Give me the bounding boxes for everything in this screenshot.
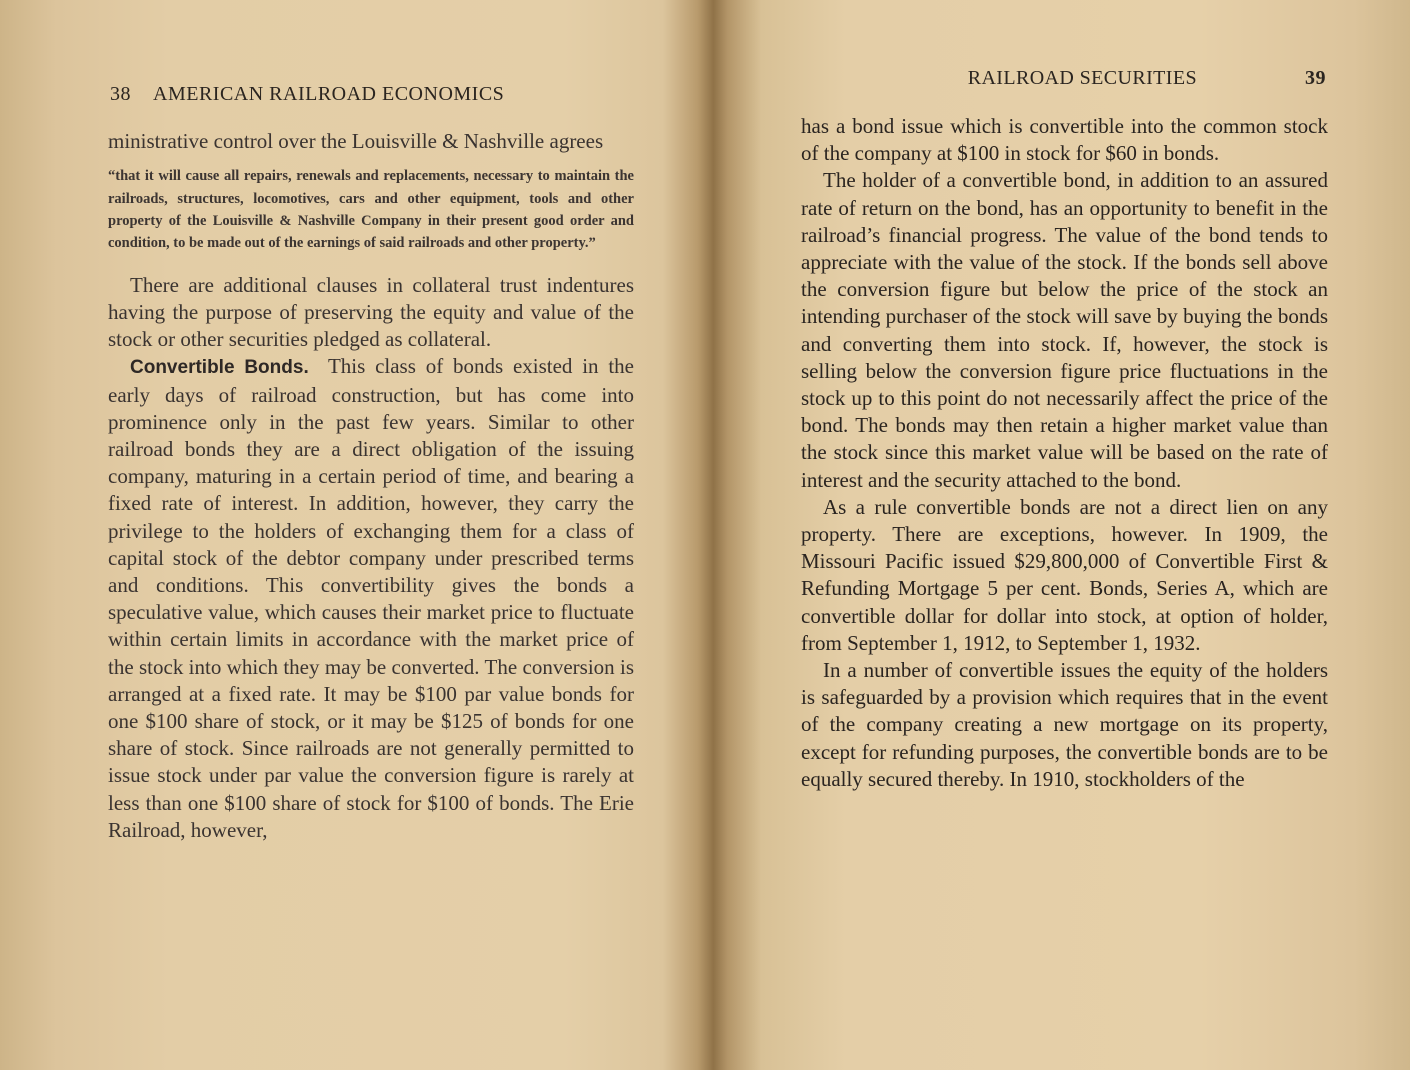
right-running-head	[800, 67, 1326, 90]
right-page-number: 39	[1305, 67, 1326, 89]
left-paragraph-2-text: This class of bonds existed in the early days of railroad construction, but has come into prominence only in the past few years. Similar to other railroad bonds they are a direct obligation of the issuing company, maturing in a certain period of time, and bearing a fixed rate of interest. In addition, however, they carry the privilege to the holders of exchanging them for a class of capital stock of the debtor company under prescribed terms and conditions. This convertibility gives the bonds a speculative value, which causes their market price to fluctuate within certain limits in accordance with the market price of the stock into which they may be converted. The conversion is arranged at a fixed rate. It may be $100 par value bonds for one $100 share of stock, or it may be $125 of bonds for one share of stock. Since railroads are not generally permitted to issue stock under par value the conversion figure is rarely at less than one $100 share of stock for $100 of bonds. The Erie Railroad, however,	[108, 354, 635, 842]
right-running-head-title: RAILROAD SECURITIES	[967, 67, 1197, 89]
left-paragraph-1: There are additional clauses in collateral trust indentures having the purpose of preserving the equity and value of the stock or other securities pledged as collateral.	[108, 272, 634, 352]
left-running-head-title: AMERICAN RAILROAD ECONOMICS	[153, 83, 505, 105]
right-paragraph-2: As a rule convertible bonds are not a direct lien on any property. There are exceptions, however. In 1909, the Missouri Pacific issued $29,800,000 of Convertible First & Refunding Mortgage 5 per cent. Bonds, Series A, which are convertible dollar for dollar into stock, at option of holder, from September 1, 1912, to September 1, 1932.	[801, 494, 1328, 655]
left-page-body	[108, 128, 634, 844]
left-paragraph-2	[108, 353, 634, 844]
left-page	[0, 0, 700, 1070]
left-running-head	[110, 83, 636, 106]
right-page	[712, 0, 1410, 1070]
left-page-number: 38	[110, 83, 131, 105]
right-paragraph-1: The holder of a convertible bond, in addition to an assured rate of return on the bond, has an opportunity to benefit in the railroad’s financial progress. The value of the bond tends to appreciate with the value of the stock. If the bonds sell above the conversion figure but below the price of the stock an intending purchaser of the stock will save by buying the bonds and converting them into stock. If, however, the stock is selling below the conversion figure price fluctuations in the stock up to this point do not necessarily affect the price of the bond. The bonds may then retain a higher market value than the stock since this market value will be based on the rate of interest and the security attached to the bond.	[801, 168, 1328, 492]
left-opening-text: ministrative control over the Louisville & Nashville agrees	[108, 129, 604, 153]
right-page-body	[801, 113, 1328, 793]
right-paragraph-3: In a number of convertible issues the equity of the holders is safeguarded by a provision which requires that in the event of the company creating a new mortgage on its property, except for refunding purposes, the convertible bonds are to be equally secured thereby. In 1910, stockholders of the	[801, 658, 1328, 791]
right-opening-text: has a bond issue which is convertible into the common stock of the company at $100 in stock for $60 in bonds.	[801, 114, 1328, 166]
section-heading-convertible-bonds: Convertible Bonds.	[130, 357, 309, 379]
indenture-quote: “that it will cause all repairs, renewals and replacements, necessary to maintain the railroads, structures, locomotives, cars and other equipment, tools and other property of the Louisville & Nashville Company in their present good order and condition, to be made out of the earnings of said railroads and other property.”	[108, 168, 634, 252]
